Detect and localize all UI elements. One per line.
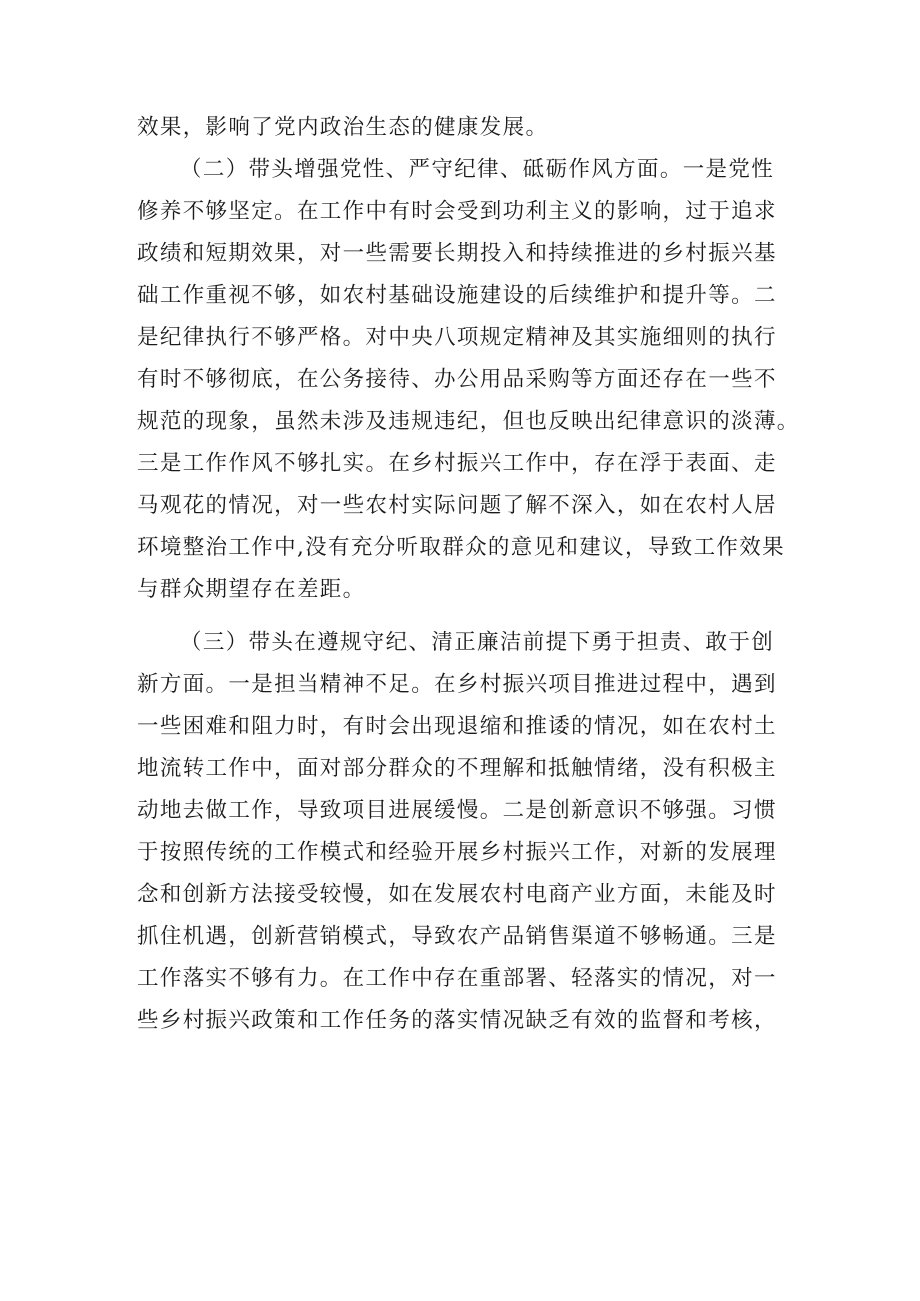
paragraph-line: 是纪律执行不够严格。对中央八项规定精神及其实施细则的执行 bbox=[137, 325, 777, 350]
paragraph-line: 工作落实不够有力。在工作中存在重部署、轻落实的情况，对一 bbox=[137, 966, 777, 991]
paragraph-heading-line: （三）带头在遵规守纪、清正廉洁前提下勇于担责、敢于创 bbox=[180, 630, 775, 655]
paragraph-line: 有时不够彻底，在公务接待、办公用品采购等方面还存在一些不 bbox=[137, 367, 777, 392]
paragraph-line: 政绩和短期效果，对一些需要长期投入和持续推进的乡村振兴基 bbox=[137, 241, 777, 266]
paragraph-line: 效果，影响了党内政治生态的健康发展。 bbox=[137, 115, 549, 140]
paragraph-line: 念和创新方法接受较慢，如在发展农村电商产业方面，未能及时 bbox=[137, 882, 777, 907]
paragraph-line: 与群众期望存在差距。 bbox=[137, 577, 366, 602]
paragraph-line: 规范的现象，虽然未涉及违规违纪，但也反映出纪律意识的淡薄。 bbox=[137, 409, 800, 434]
paragraph-line: 础工作重视不够，如农村基础设施建设的后续维护和提升等。二 bbox=[137, 283, 777, 308]
paragraph-line: 环境整治工作中,没有充分听取群众的意见和建议，导致工作效果 bbox=[137, 535, 785, 560]
paragraph-heading-line: （二）带头增强党性、严守纪律、砥砺作风方面。一是党性 bbox=[180, 157, 775, 182]
paragraph-line: 地流转工作中，面对部分群众的不理解和抵触情绪，没有积极主 bbox=[137, 756, 777, 781]
paragraph-line: 三是工作作风不够扎实。在乡村振兴工作中，存在浮于表面、走 bbox=[137, 451, 777, 476]
paragraph-line: 些乡村振兴政策和工作任务的落实情况缺乏有效的监督和考核， bbox=[137, 1008, 777, 1033]
paragraph-line: 新方面。一是担当精神不足。在乡村振兴项目推进过程中，遇到 bbox=[137, 672, 777, 697]
paragraph-line: 一些困难和阻力时，有时会出现退缩和推诿的情况，如在农村土 bbox=[137, 714, 777, 739]
paragraph-line: 于按照传统的工作模式和经验开展乡村振兴工作，对新的发展理 bbox=[137, 840, 777, 865]
paragraph-line: 抓住机遇，创新营销模式，导致农产品销售渠道不够畅通。三是 bbox=[137, 924, 777, 949]
paragraph-line: 修养不够坚定。在工作中有时会受到功利主义的影响，过于追求 bbox=[137, 199, 777, 224]
paragraph-line: 动地去做工作，导致项目进展缓慢。二是创新意识不够强。习惯 bbox=[137, 798, 777, 823]
paragraph-line: 马观花的情况，对一些农村实际问题了解不深入，如在农村人居 bbox=[137, 493, 777, 518]
